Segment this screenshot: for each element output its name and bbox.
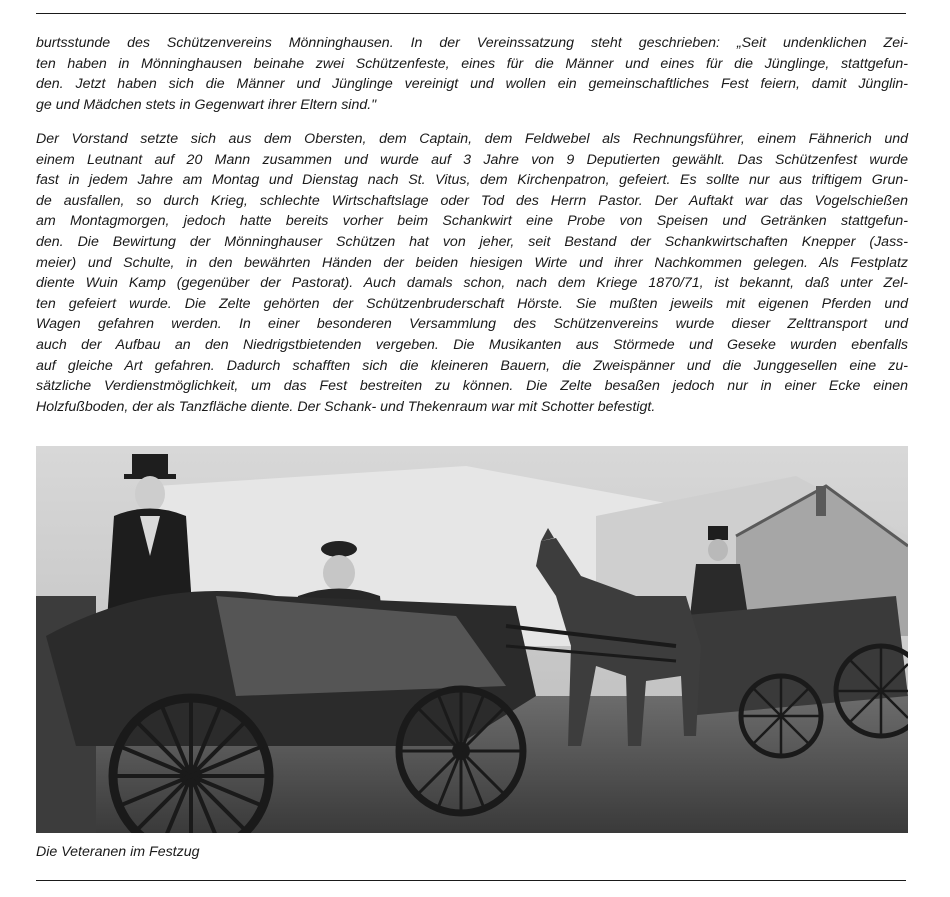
paragraph-2 — [36, 129, 908, 417]
text-line: Der Vorstand setzte sich aus dem Obersten, dem Captain, dem Feldwebel als Rechnungsführer, einem Fähnerich und — [36, 131, 908, 147]
text-line: Wagen gefahren werden. In einer besonderen Versammlung des Schützenvereins wurde dieser Zelttransport und — [36, 316, 908, 333]
text-line: meier) und Schulte, in den bewährten Händen der beiden hiesigen Wirte und ihrer Nachkommen gelegen. Als Festplatz — [36, 254, 908, 271]
text-line: am Montagmorgen, jedoch hatte bereits vorher beim Schankwirt eine Probe von Speisen und Getränken stattgefun- — [36, 213, 908, 230]
historic-photo-veterans-carriages — [36, 446, 908, 833]
text-line: fast in jedem Jahre am Montag und Dienstag nach St. Vitus, dem Kirchenpatron, gefeiert. Es sollte nur aus triftigem Grun- — [36, 172, 908, 189]
text-line: auf gleiche Art gefahren. Dadurch schafften sich die kleineren Bauern, die Zweispänner und die Junggesellen eine zu- — [36, 357, 908, 374]
bottom-rule — [36, 880, 906, 881]
text-line: sätzliche Verdienstmöglichkeit, um das Fest bestreiten zu können. Die Zelte besaßen jedoch nur in einer Ecke einen — [36, 378, 908, 395]
text-line: ten haben in Mönninghausen beinahe zwei Schützenfeste, eines für die Männer und eines für die Jünglinge, stattgefun- — [36, 55, 908, 72]
text-line: auch der Aufbau an den Niedrigstbietenden vergeben. Die Musikanten aus Störmede und Geseke wurden ebenfalls — [36, 336, 908, 353]
text-line: ten gefeiert wurde. Die Zelte gehörten der Schützenbruderschaft Hörste. Sie mußten jeweils mit eigenen Pferden und — [36, 295, 908, 312]
paragraph-1 — [36, 33, 908, 115]
text-line: den. Jetzt haben sich die Männer und Jünglinge vereinigt und wollen ein gemeinschaftliches Fest feiern, damit Jünglin- — [36, 76, 908, 93]
text-line: den. Die Bewirtung der Mönninghauser Schützen hat von jeher, seit Bestand der Schankwirtschaften Knepper (Jass- — [36, 233, 908, 250]
text-line: einem Leutnant auf 20 Mann zusammen und wurde auf 3 Jahre von 9 Deputierten gewählt. Das Schützenfest wurde — [36, 151, 908, 168]
text-line: de ausfallen, so durch Krieg, schlechte Wirtschaftslage oder Tod des Herrn Pastor. Der Auftakt war das Vogelschießen — [36, 192, 908, 209]
text-line: burtsstunde des Schützenvereins Mönninghausen. In der Vereinssatzung steht geschrieben: „Seit undenklichen Zei- — [36, 35, 908, 51]
text-line: ge und Mädchen stets in Gegenwart ihrer Eltern sind." — [36, 96, 377, 113]
text-line: diente Wuin Kamp (gegenüber der Pastorat). Auch damals schon, nach dem Kriege 1870/71, ist bekannt, daß unter Zel- — [36, 275, 908, 292]
text-line: Holzfußboden, der als Tanzfläche diente. Der Schank- und Thekenraum war mit Schotter befestigt. — [36, 398, 656, 415]
photo-caption: Die Veteranen im Festzug — [36, 844, 200, 860]
top-rule — [36, 13, 906, 14]
